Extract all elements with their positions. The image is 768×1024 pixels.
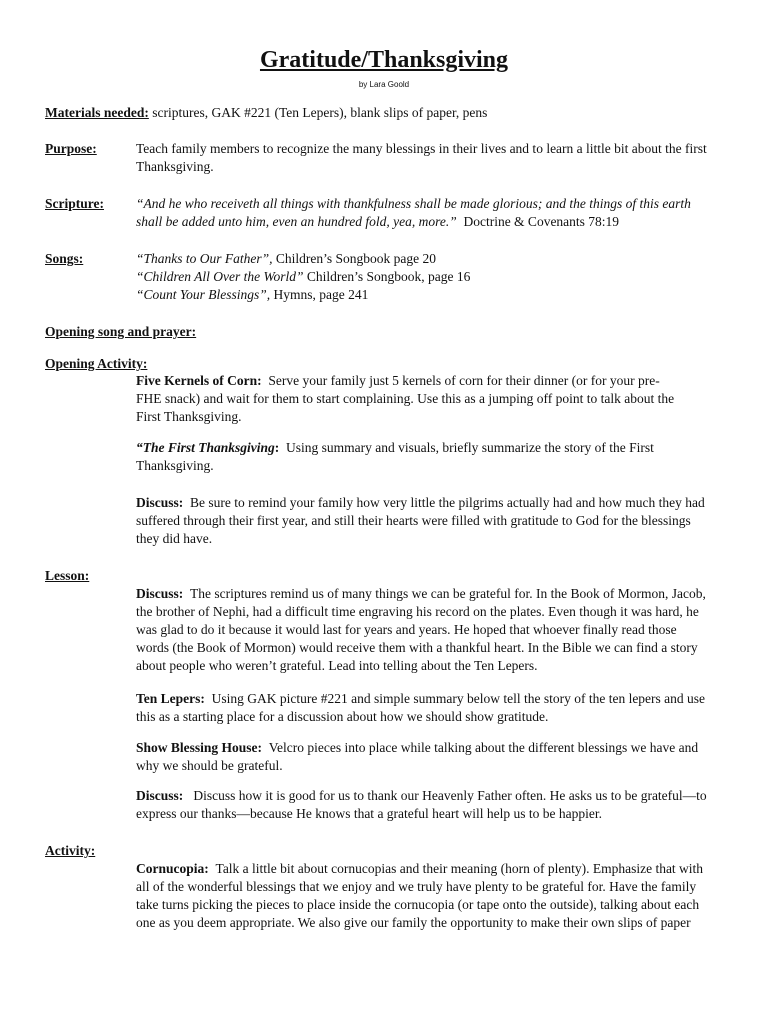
songs-label: Songs: bbox=[45, 251, 84, 266]
discuss-heading: Discuss: bbox=[136, 788, 184, 803]
corn-heading: Five Kernels of Corn: bbox=[136, 373, 262, 388]
ten-lepers-heading: Ten Lepers: bbox=[136, 691, 205, 706]
song-item bbox=[136, 250, 736, 268]
purpose-line: Thanksgiving. bbox=[136, 159, 214, 174]
corn-paragraph: Five Kernels of Corn: Serve your family just 5 kernels of corn for their dinner (or for your pre- FHE snack) and wait for them to start complaining. Use this as a jumping off point to talk about the First Thanksgiving. bbox=[136, 373, 675, 424]
ten-lepers-paragraph: Ten Lepers: Using GAK picture #221 and simple summary below tell the story of the ten lepers and use this as a starting place for a discussion about how we should show gratitude. bbox=[136, 691, 706, 724]
song-item bbox=[136, 286, 736, 304]
purpose-text bbox=[136, 140, 736, 176]
song-title: “Thanks to Our Father”, bbox=[136, 251, 273, 266]
opening-song-heading: Opening song and prayer: bbox=[45, 324, 197, 339]
song-title: “Count Your Blessings”, bbox=[136, 287, 271, 302]
scripture-label: Scripture: bbox=[45, 196, 104, 211]
song-source: Hymns, page 241 bbox=[273, 287, 369, 302]
blessing-house-paragraph: Show Blessing House: Velcro pieces into place while talking about the different blessings we have and why we should be grateful. bbox=[136, 740, 699, 773]
scripture-reference: Doctrine & Covenants 78:19 bbox=[463, 214, 620, 229]
materials-label: Materials needed: bbox=[45, 105, 149, 120]
purpose-label: Purpose: bbox=[45, 141, 97, 156]
cornucopia-paragraph: Cornucopia: Talk a little bit about cornucopias and their meaning (horn of plenty). Emphasize that with all of the wonderful blessings that we enjoy and we truly have plenty to be grateful for. Have the family take turns picking the pieces to place inside the cornucopia (or tape onto the outside), talking about each one as you deem appropriate. We also give our family the opportunity to make their own slips of paper bbox=[136, 861, 704, 930]
opening-activity-heading: Opening Activity: bbox=[45, 356, 148, 371]
cornucopia-heading: Cornucopia: bbox=[136, 861, 209, 876]
scripture-quote: shall be added unto him, even an hundred fold, yea, more.” bbox=[136, 214, 457, 229]
materials-text: scriptures, GAK #221 (Ten Lepers), blank slips of paper, pens bbox=[152, 105, 488, 120]
song-source: Children’s Songbook page 20 bbox=[275, 251, 437, 266]
purpose-line: Teach family members to recognize the many blessings in their lives and to learn a little bit about the first bbox=[136, 141, 707, 156]
first-thanksgiving-paragraph: “The First Thanksgiving: Using summary and visuals, briefly summarize the story of the First Thanksgiving. bbox=[136, 440, 654, 473]
discuss-heading: Discuss: bbox=[136, 586, 184, 601]
lesson-discuss2-paragraph: Discuss: Discuss how it is good for us to thank our Heavenly Father often. He asks us to be grateful—to express our thanks—because He knows that a grateful heart will help us to be happier. bbox=[136, 788, 707, 821]
discuss-heading: Discuss: bbox=[136, 495, 184, 510]
song-title: “Children All Over the World” bbox=[136, 269, 304, 284]
blessing-house-heading: Show Blessing House: bbox=[136, 740, 263, 755]
activity-heading: Activity: bbox=[45, 843, 96, 858]
scripture-quote: “And he who receiveth all things with thankfulness shall be made glorious; and the things of this earth bbox=[136, 196, 691, 211]
scripture-text bbox=[136, 195, 736, 231]
page-title: Gratitude/Thanksgiving bbox=[259, 47, 509, 73]
songs-list bbox=[136, 250, 736, 304]
song-item bbox=[136, 268, 736, 286]
lesson-heading: Lesson: bbox=[45, 568, 90, 583]
materials-row bbox=[45, 104, 487, 122]
lesson-discuss-paragraph: Discuss: The scriptures remind us of many things we can be grateful for. In the Book of Mormon, Jacob, the brother of Nephi, had a difficult time engraving his record on the plates. Even though it was hard, he was glad to do it because it would last for years and years. He hoped that whoever finally read those words (the Book of Mormon) would receive them with a thankful heart. In the Bible we can find a story about people who weren’t grateful. Lead into telling about the Ten Lepers. bbox=[136, 586, 706, 673]
author-byline: by Lara Goold bbox=[358, 80, 410, 89]
song-source: Children’s Songbook, page 16 bbox=[306, 269, 471, 284]
first-thanksgiving-heading: “The First Thanksgiving bbox=[136, 440, 275, 455]
opening-discuss-paragraph: Discuss: Be sure to remind your family how very little the pilgrims actually had and how much they had suffered through their first year, and still their hearts were filled with gratitude to God for the blessings they did have. bbox=[136, 495, 705, 546]
